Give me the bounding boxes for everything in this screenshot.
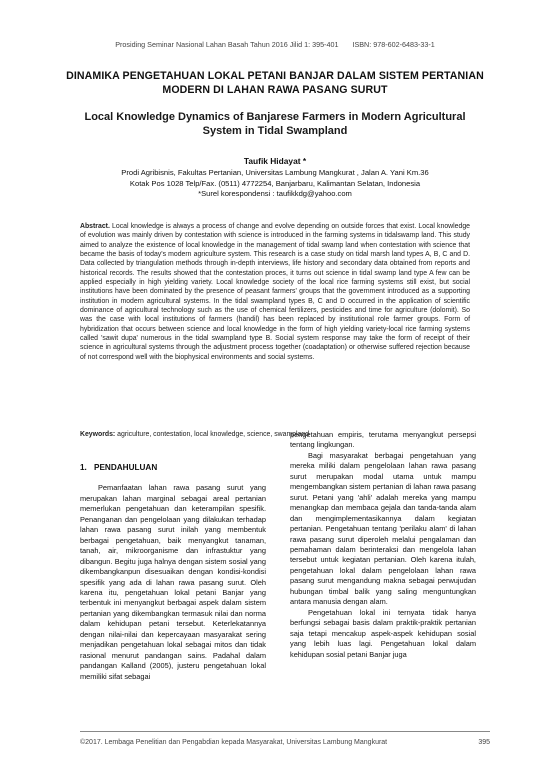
abstract (80, 222, 470, 362)
page-number: 395 (478, 739, 490, 746)
author-affiliation: Prodi Agribisnis, Fakultas Pertanian, Universitas Lambung Mangkurat , Jalan A. Yani Km.36 (121, 168, 429, 178)
left-column (80, 463, 266, 682)
abstract-text: Local knowledge is always a process of change and evolve depending on outside forces that exist. Local knowledge of evolution was mainly driven by contestation with science is introduced in the farming systems in tidalswamp land. This study aimed to analyze the existence of local knowledge in the management of tidal swamp land when contestation with science that became the basis of today's modern agriculture system. This research is a case study on tidal marsh land types A, B, C and D. Data collected by triangulation methods through in-depth interviews, life history and secondary data obtained from reports and historical records. The results showed that the contestation proces, it turns out science in tidal swamp land type A few can be applied especially in high yielding variety. Local knowledge society of the local rice farming systems still exist, but social institutions have been dominated by the presence of peasant farmers' groups that the government introduced as a supporting institution in modern agricultural systems. In the tidal swampland types B, C and D occurred in the application of scientific dominance of agricultural technology such as the use of chemical fertilizers, pesticides and time for agriculture (dolomit). So was the case with local institutions of farmers (handil) has been replaced by institutional role farmer groups. Form of hybridization that occurs between science and local knowledge in the form of high yielding variety-local rice farming systems called 'sawit dupa' numerous in the tidal swampland type B. Social system response may take the form of receipt of their science in agricultural systems through the adjustment process together (coadaptation) or otherwise suffered rejection because of not correspond well with the biophysical environments and social systems. (80, 223, 470, 361)
body-paragraph: pengetahuan empiris, terutama menyangkut persepsi tentang lingkungan. (290, 430, 476, 450)
body-paragraph: Pemanfaatan lahan rawa pasang surut yang merupakan lahan marginal sebagai areal pertanian memerlukan pengetahuan dan keterampilan spesifik. Penanganan dan pengelolaan yang dilakukan terhadap lahan rawa pasang surut inilah yang membentuk berbagai pengetahuan, baik menyangkut tanaman, tanah, air, mikroorganisme dan infrastuktur yang dibangun. Begitu juga halnya dengan sistem sosial yang dikembangkanpun disesuaikan dengan kondisi-kondisi spesifik yang ada di lahan rawa pasang surut. Oleh karena itu, pengetahuan lokal petani Banjar yang terbentuk ini menyangkut berbagai aspek dalam sistem pertanian yang dikembangkan termasuk nilai dan norma dalam kehidupan petani tersebut. Keterlekatannya dengan nilai-nilai dan kepercayaan masyarakat sering menjadikan pengetahuan lokal sebagai mitos dan tidak rasional menurut pandangan sains. Padahal dalam pandangan Kalland (2005), justeru pengetahuan lokal memiliki sifat sebagai (80, 483, 266, 681)
author-name: Taufik Hidayat * (243, 156, 307, 166)
footer-copyright: ©2017. Lembaga Penelitian dan Pengabdian kepada Masyarakat, Universitas Lambung Mangkurat (80, 739, 388, 746)
section-heading (80, 463, 266, 473)
author-correspondence: *Surel korespondensi : taufikkdg@yahoo.com (198, 189, 352, 199)
running-header (0, 40, 550, 49)
isbn: ISBN: 978-602-6483-33-1 (352, 40, 435, 49)
abstract-label: Abstract. (80, 223, 110, 230)
title-indonesian: DINAMIKA PENGETAHUAN LOKAL PETANI BANJAR DALAM SISTEM PERTANIAN MODERN DI LAHAN RAWA PASANG SURUT (66, 70, 484, 96)
keywords-label: Keywords: (80, 431, 116, 438)
author-address: Kotak Pos 1028 Telp/Fax. (0511) 4772254, Banjarbaru, Kalimantan Selatan, Indonesia (129, 178, 421, 188)
right-column (290, 430, 476, 660)
proceedings-citation: Prosiding Seminar Nasional Lahan Basah Tahun 2016 Jilid 1: 395-401 (115, 40, 339, 49)
body-paragraph: Bagi masyarakat berbagai pengetahuan yang mereka miliki dalam pengelolaan lahan rawa pasang surut merupakan modal utama untuk mampu mengembangkan sistem pertanian di lahan rawa pasang surut. Petani yang 'ahli' adalah mereka yang mampu menangkap dan membaca gejala dan tanda-tanda alam dan mengimplementasikannya dalam kegiatan pertanian. Pengetahuan tentang 'perilaku alam' di lahan rawa pasang surut diperoleh melalui pengalaman dan pemahaman dalam berinteraksi dan mengelola lahan tersebut untuk kegiatan pertanian. Oleh karena itulah, pengetahuan lokal dalam pengelolaan lahan rawa pasang surut mengandung makna sebagai perwujudan hubungan timbal balik yang saling menguntungkan antara manusia dengan alam. (290, 450, 476, 607)
page-footer (80, 731, 490, 754)
body-paragraph: Pengetahuan lokal ini ternyata tidak hanya berfungsi sebagai basis dalam praktik-praktik pertanian saja tetapi mencakup aspek-aspek kehidupan sosial yang lebih luas lagi. Pengetahuan lokal dalam kehidupan sosial petani Banjar juga (290, 607, 476, 659)
author-block (60, 156, 490, 200)
title-english: Local Knowledge Dynamics of Banjarese Farmers in Modern Agricultural System in Tidal Swampland (84, 111, 466, 137)
section-title: PENDAHULUAN (94, 463, 158, 472)
section-number: 1. (80, 463, 87, 472)
keywords-text: agriculture, contestation, local knowledge, science, swampland (115, 431, 310, 438)
